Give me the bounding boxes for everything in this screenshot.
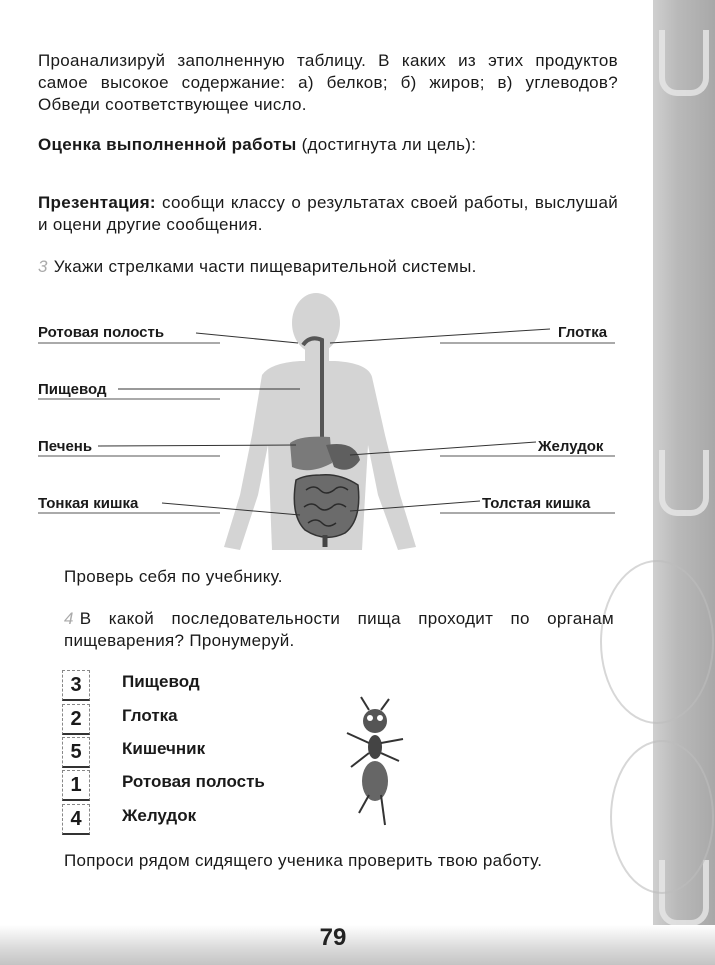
order-number-box[interactable]: 4 <box>62 804 90 835</box>
ant-illustration <box>335 695 415 835</box>
order-number-box[interactable]: 1 <box>62 770 90 801</box>
task3-text: Укажи стрелками части пищеварительной системы. <box>53 257 477 276</box>
order-item-label: Кишечник <box>122 739 206 758</box>
edge-letter-mark <box>659 30 709 96</box>
label-small-intestine: Тонкая кишка <box>38 495 139 512</box>
evaluation-bold: Оценка выполненной работы <box>38 135 297 154</box>
label-large-intestine: Толстая кишка <box>482 495 591 512</box>
order-item-label: Ротовая полость <box>122 772 265 791</box>
label-liver: Печень <box>38 438 93 455</box>
presentation-line <box>38 192 618 236</box>
edge-letter-mark <box>659 450 709 516</box>
task4-number: 4 <box>64 609 74 628</box>
evaluation-line <box>38 134 618 156</box>
page-number: 79 <box>319 924 347 951</box>
evaluation-rest: (достигнута ли цель): <box>296 135 477 154</box>
label-esophagus: Пищевод <box>38 381 107 398</box>
order-number-box[interactable]: 3 <box>62 670 90 701</box>
label-pharynx: Глотка <box>558 324 608 341</box>
task3-number: 3 <box>38 257 48 276</box>
order-number-box[interactable]: 2 <box>62 704 90 735</box>
order-item-label: Желудок <box>122 806 197 825</box>
liver-shape <box>290 437 332 471</box>
label-mouth: Ротовая полость <box>38 324 165 341</box>
presentation-bold: Презентация: <box>38 193 156 212</box>
task4-text: В какой последовательности пища проходит по органам пищеварения? Пронумеруй. <box>64 609 614 650</box>
task3-check: Проверь себя по учебнику. <box>64 567 283 586</box>
order-item-label: Глотка <box>122 706 178 725</box>
intestine-shape <box>294 475 358 538</box>
task-analyze-text: Проанализируй заполненную таблицу. В каких из этих продуктов самое высокое содержание: а) белков; б) жиров; в) углеводов? Обведи соответствующее число. <box>38 51 618 114</box>
order-number-box[interactable]: 5 <box>62 737 90 768</box>
order-item-label: Пищевод <box>122 672 200 691</box>
task4-heading <box>64 608 614 652</box>
presentation-rest: сообщи классу о результатах своей работы, выслушай и оцени другие сообщения. <box>38 193 618 234</box>
peer-check-text: Попроси рядом сидящего ученика проверить твою работу. <box>64 851 543 870</box>
leaf-decoration <box>610 740 714 894</box>
task3-heading <box>38 256 618 278</box>
label-stomach: Желудок <box>538 438 604 455</box>
